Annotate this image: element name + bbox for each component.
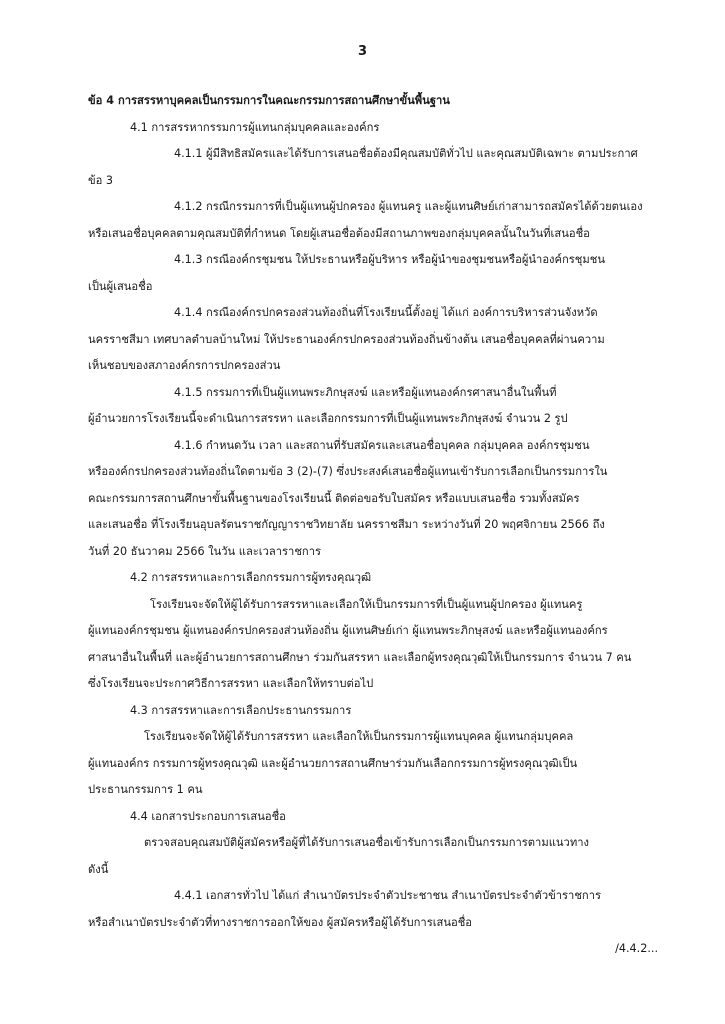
subsection-heading-4-1: 4.1 การสรรหากรรมการผู้แทนกลุ่มบุคคลและองค์กร (130, 120, 380, 134)
continuation-marker: /4.4.2... (615, 942, 658, 955)
paragraph-line: ศาสนาอื่นในพื้นที่ และผู้อำนวยการสถานศึกษา ร่วมกันสรรหา และเลือกผู้ทรงคุณวุฒิให้เป็นกรรมการ จำนวน 7 คน (88, 650, 632, 664)
paragraph-line: หรือองค์กรปกครองส่วนท้องถิ่นใดตามข้อ 3 (2)-(7) ซึ่งประสงค์เสนอชื่อผู้แทนเข้ารับการเลือกเป็นกรรมการใน (88, 465, 608, 478)
page-number: 3 (357, 44, 368, 59)
paragraph-line: 4.1.4 กรณีองค์กรปกครองส่วนท้องถิ่นที่โรงเรียนนี้ตั้งอยู่ ได้แก่ องค์การบริหารส่วนจังหวัด (174, 306, 598, 319)
paragraph-line: นครราชสีมา เทศบาลตำบลบ้านใหม่ ให้ประธานองค์กรปกครองส่วนท้องถิ่นข้างต้น เสนอชื่อบุคคลที่ผ่านความ (88, 332, 605, 346)
paragraph-line: ผู้แทนองค์กรชุมชน ผู้แทนองค์กรปกครองส่วนท้องถิ่น ผู้แทนศิษย์เก่า ผู้แทนพระภิกษุสงฆ์ และหรือผู้แทนองค์กร (88, 624, 608, 637)
paragraph-line: หรือเสนอชื่อบุคคลตามคุณสมบัติที่กำหนด โดยผู้เสนอชื่อต้องมีสถานภาพของกลุ่มบุคคลนั้นในวันที่เสนอชื่อ (88, 226, 590, 240)
paragraph-line: ผู้แทนองค์กร กรรมการผู้ทรงคุณวุฒิ และผู้อำนวยการสถานศึกษาร่วมกันเลือกกรรมการผู้ทรงคุณวุฒิเป็น (88, 756, 578, 770)
paragraph-line: ดังนี้ (88, 862, 109, 876)
paragraph-line: 4.1.6 กำหนดวัน เวลา และสถานที่รับสมัครและเสนอชื่อบุคคล กลุ่มบุคคล องค์กรชุมชน (174, 438, 590, 452)
paragraph-line: ประธานกรรมการ 1 คน (88, 783, 203, 796)
paragraph-line: 4.1.5 กรรมการที่เป็นผู้แทนพระภิกษุสงฆ์ และหรือผู้แทนองค์กรศาสนาอื่นในพื้นที่ (174, 385, 557, 399)
section-heading-4: ข้อ 4 การสรรหาบุคคลเป็นกรรมการในคณะกรรมการสถานศึกษาขั้นพื้นฐาน (88, 94, 450, 107)
paragraph-line: 4.4.1 เอกสารทั่วไป ได้แก่ สำเนาบัตรประจำตัวประชาชน สำเนาบัตรประจำตัวข้าราชการ (174, 889, 601, 902)
paragraph-line: ซึ่งโรงเรียนจะประกาศวิธีการสรรหา และเลือกให้ทราบต่อไป (88, 677, 374, 690)
paragraph-line: เป็นผู้เสนอชื่อ (88, 279, 153, 293)
subsection-heading-4-2: 4.2 การสรรหาและการเลือกกรรมการผู้ทรงคุณวุฒิ (130, 571, 372, 584)
paragraph-line: และเสนอชื่อ ที่โรงเรียนอุบลรัตนราชกัญญาราชวิทยาลัย นครราชสีมา ระหว่างวันที่ 20 พฤศจิกายน 2566 ถึง (88, 518, 605, 531)
paragraph-line: 4.1.2 กรณีกรรมการที่เป็นผู้แทนผู้ปกครอง ผู้แทนครู และผู้แทนศิษย์เก่าสามารถสมัครได้ด้วยตนเอง (174, 200, 643, 213)
paragraph-line: ผู้อำนวยการโรงเรียนนี้จะดำเนินการสรรหา และเลือกกรรมการที่เป็นผู้แทนพระภิกษุสงฆ์ จำนวน 2 รูป (88, 412, 568, 425)
paragraph-line: ข้อ 3 (88, 173, 114, 187)
paragraph-line: โรงเรียนจะจัดให้ผู้ได้รับการสรรหา และเลือกให้เป็นกรรมการผู้แทนบุคคล ผู้แทนกลุ่มบุคคล (144, 730, 574, 743)
paragraph-line: คณะกรรมการสถานศึกษาขั้นพื้นฐานของโรงเรียนนี้ ติดต่อขอรับใบสมัคร หรือแบบเสนอชื่อ รวมทั้งสมัคร (88, 491, 580, 505)
paragraph-line: 4.1.1 ผู้มีสิทธิสมัครและได้รับการเสนอชื่อต้องมีคุณสมบัติทั่วไป และคุณสมบัติเฉพาะ ตามประกาศ (174, 147, 638, 160)
paragraph-line: ตรวจสอบคุณสมบัติผู้สมัครหรือผู้ที่ได้รับการเสนอชื่อเข้ารับการเลือกเป็นกรรมการตามแนวทาง (144, 836, 589, 849)
document-body (88, 88, 658, 963)
subsection-heading-4-3: 4.3 การสรรหาและการเลือกประธานกรรมการ (130, 703, 352, 717)
paragraph-line: เห็นชอบของสภาองค์กรการปกครองส่วน (88, 359, 281, 372)
paragraph-line: โรงเรียนจะจัดให้ผู้ได้รับการสรรหาและเลือกให้เป็นกรรมการที่เป็นผู้แทนผู้ปกครอง ผู้แทนครู (150, 597, 583, 611)
paragraph-line: วันที่ 20 ธันวาคม 2566 ในวัน และเวลาราชการ (88, 544, 321, 558)
paragraph-line: หรือสำเนาบัตรประจำตัวที่ทางราชการออกให้ของ ผู้สมัครหรือผู้ได้รับการเสนอชื่อ (88, 915, 473, 929)
subsection-heading-4-4: 4.4 เอกสารประกอบการเสนอชื่อ (130, 809, 286, 823)
paragraph-line: 4.1.3 กรณีองค์กรชุมชน ให้ประธานหรือผู้บริหาร หรือผู้นำของชุมชนหรือผู้นำองค์กรชุมชน (174, 253, 605, 266)
